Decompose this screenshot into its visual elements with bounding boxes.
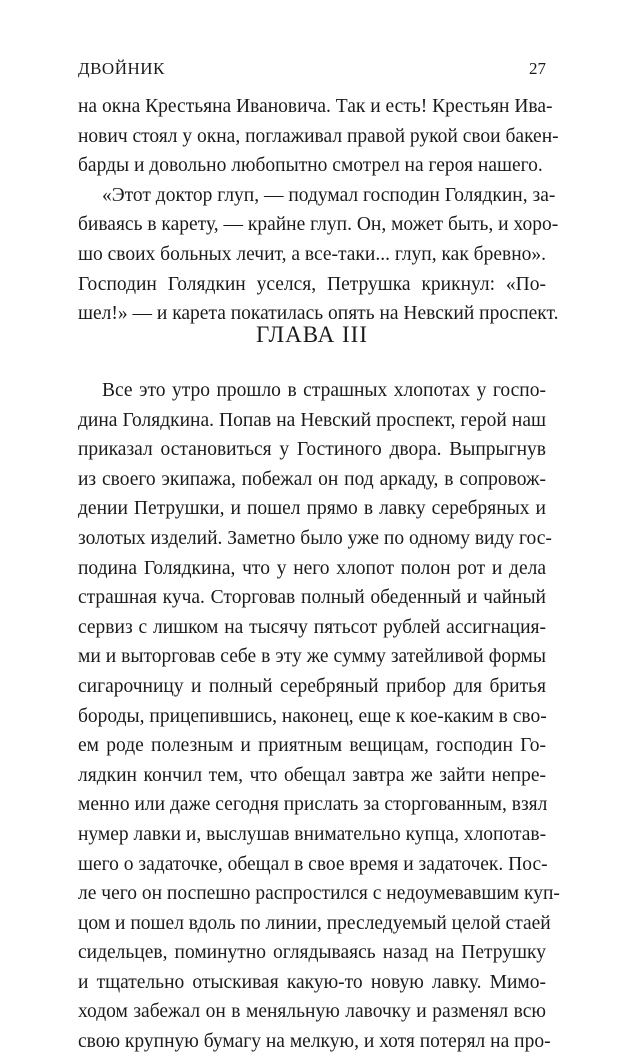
text-line: ходом забежал он в меняльную лавочку и разменял всю: [78, 1001, 546, 1023]
text-line: Все это утро прошло в страшных хлопотах у госпо-: [102, 380, 546, 401]
text-line: нович стоял у окна, поглаживал правой рукой свои бакен-: [78, 125, 559, 147]
text-line: шего о задаточке, обещал в свое время и задаточек. Пос-: [78, 853, 548, 875]
running-title: ДВОЙНИК: [78, 59, 165, 78]
text-line: и тщательно отыскивая какую-то новую лавку. Мимо-: [78, 971, 546, 993]
text-line: ле чего он поспешно распростился с недоумевавшим куп-: [78, 883, 560, 905]
text-line: барды и довольно любопытно смотрел на героя нашего.: [78, 155, 543, 177]
text-line: ми и выторговав себе в эту же сумму затейливой формы: [78, 646, 546, 668]
text-section-2: [78, 376, 560, 1057]
text-line: свою крупную бумагу на мелкую, и хотя потерял на про-: [78, 1031, 551, 1053]
text-line: сидельцев, поминутно оглядываясь назад на Петрушку: [78, 942, 546, 964]
text-line: подина Голядкина, что у него хлопот полон рот и дела: [78, 557, 546, 579]
text-line: дении Петрушки, и пошел прямо в лавку серебряных и: [78, 498, 546, 520]
page-number: 27: [529, 59, 546, 78]
text-line: нумер лавки и, выслушав внимательно купца, хлопотав-: [78, 823, 547, 845]
text-section-1: [78, 92, 559, 329]
text-line: шо своих больных лечит, а все-таки... глуп, как бревно».: [78, 243, 547, 265]
text-line: из своего экипажа, побежал он под аркаду, в сопровож-: [78, 468, 546, 490]
text-line: сигарочницу и полный серебряный прибор для бритья: [78, 675, 546, 697]
text-line: лядкин кончил тем, что обещал завтра же зайти непре-: [78, 764, 546, 786]
text-line: «Этот доктор глуп, — подумал господин Голядкин, за-: [102, 184, 556, 206]
text-line: биваясь в карету, — крайне глуп. Он, может быть, и хоро-: [78, 214, 559, 236]
chapter-heading: ГЛАВА III: [255, 322, 368, 347]
text-line: ем роде полезным и приятным вещицам, господин Го-: [78, 735, 546, 757]
text-line: дина Голядкина. Попав на Невский проспект, герой наш: [78, 409, 546, 431]
text-line: цом и пошел вдоль по линии, преследуемый целой стаей: [78, 912, 551, 934]
text-line: сервиз с лишком на тысячу пятьсот рублей ассигнация-: [78, 616, 546, 638]
text-line: на окна Крестьяна Ивановича. Так и есть! Крестьян Ива-: [78, 96, 553, 117]
text-line: менно или даже сегодня прислать за сторгованным, взял: [78, 794, 548, 816]
text-line: приказал остановиться у Гостиного двора. Выпрыгнув: [78, 439, 546, 461]
text-line: Господин Голядкин уселся, Петрушка крикнул: «По-: [78, 273, 546, 295]
running-header: [78, 57, 546, 81]
text-line: шел!» — и карета покатилась опять на Невский проспект.: [78, 303, 559, 325]
text-line: золотых изделий. Заметно было уже по одному виду гос-: [78, 527, 552, 549]
text-line: бороды, прицепившись, наконец, еще к кое-каким в сво-: [78, 705, 547, 727]
text-line: страшная куча. Сторговав полный обеденный и чайный: [78, 587, 546, 609]
